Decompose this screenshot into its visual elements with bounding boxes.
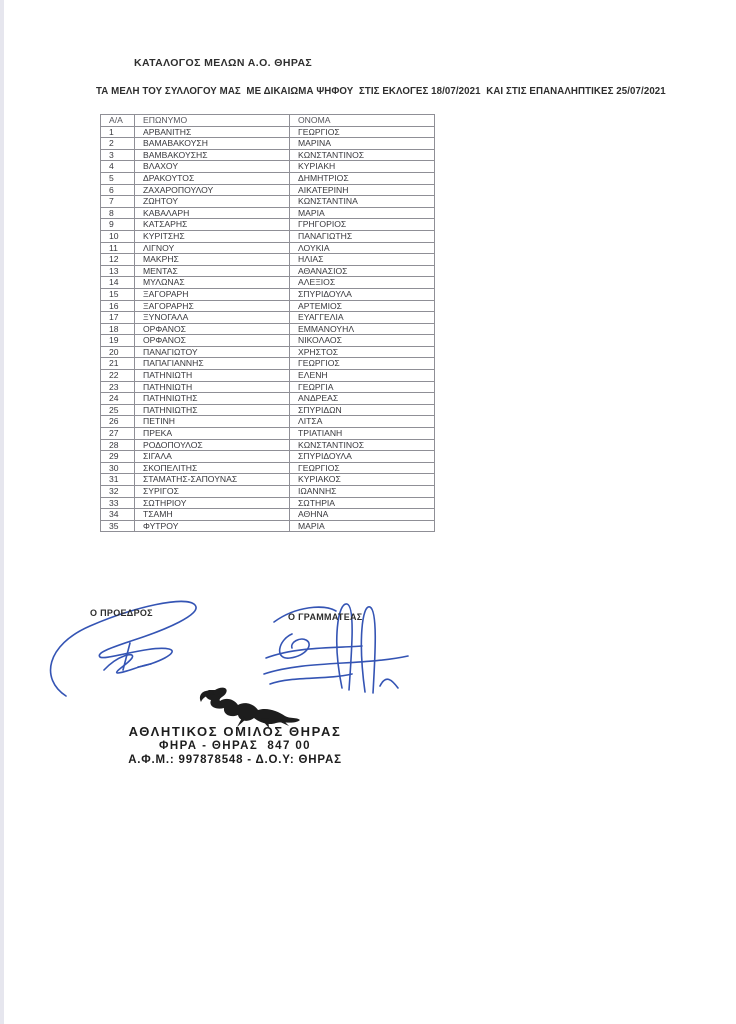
member-index: 22 <box>101 370 135 382</box>
member-index: 29 <box>101 451 135 463</box>
page-subtitle: ΤΑ ΜΕΛΗ ΤΟΥ ΣΥΛΛΟΓΟΥ ΜΑΣ ΜΕ ΔΙΚΑΙΩΜΑ ΨΗΦΟΥ ΣΤΙΣ ΕΚΛΟΓΕΣ 18/07/2021 ΚΑΙ ΣΤΙΣ ΕΠΑΝΑΛΗΠΤΙΚΕΣ 25/07/2021 <box>96 86 666 97</box>
table-row <box>101 288 435 300</box>
member-surname: ΣΤΑΜΑΤΗΣ-ΣΑΠΟΥΝΑΣ <box>135 474 290 486</box>
table-row <box>101 335 435 347</box>
member-surname: ΔΡΑΚΟΥΤΟΣ <box>135 172 290 184</box>
stamp-club-name: ΑΘΛΗΤΙΚΟΣ ΟΜΙΛΟΣ ΘΗΡΑΣ <box>128 724 342 739</box>
member-surname: ΜΕΝΤΑΣ <box>135 265 290 277</box>
scan-edge-artifact <box>0 0 4 1024</box>
member-firstname: ΣΠΥΡΙΔΟΥΛΑ <box>290 288 435 300</box>
table-row <box>101 172 435 184</box>
member-firstname: ΙΩΑΝΝΗΣ <box>290 486 435 498</box>
member-surname: ΠΑΠΑΓΙΑΝΝΗΣ <box>135 358 290 370</box>
member-surname: ΖΩΗΤΟΥ <box>135 196 290 208</box>
member-firstname: ΜΑΡΙΑ <box>290 207 435 219</box>
member-index: 11 <box>101 242 135 254</box>
member-firstname: ΓΡΗΓΟΡΙΟΣ <box>290 219 435 231</box>
member-firstname: ΑΛΕΞΙΟΣ <box>290 277 435 289</box>
member-firstname: ΛΟΥΚΙΑ <box>290 242 435 254</box>
table-row <box>101 161 435 173</box>
table-row <box>101 497 435 509</box>
member-firstname: ΑΙΚΑΤΕΡΙΝΗ <box>290 184 435 196</box>
member-index: 28 <box>101 439 135 451</box>
member-index: 19 <box>101 335 135 347</box>
member-index: 7 <box>101 196 135 208</box>
member-index: 14 <box>101 277 135 289</box>
member-surname: ΣΚΟΠΕΛΙΤΗΣ <box>135 462 290 474</box>
table-row <box>101 196 435 208</box>
member-firstname: ΣΩΤΗΡΙΑ <box>290 497 435 509</box>
member-firstname: ΝΙΚΟΛΑΟΣ <box>290 335 435 347</box>
table-row <box>101 149 435 161</box>
member-surname: ΡΟΔΟΠΟΥΛΟΣ <box>135 439 290 451</box>
member-index: 2 <box>101 138 135 150</box>
column-header-firstname: ΟΝΟΜΑ <box>290 115 435 127</box>
table-row <box>101 439 435 451</box>
member-surname: ΠΕΤΙΝΗ <box>135 416 290 428</box>
member-index: 23 <box>101 381 135 393</box>
club-stamp <box>85 724 385 767</box>
table-row <box>101 404 435 416</box>
member-surname: ΞΥΝΟΓΑΛΑ <box>135 312 290 324</box>
member-firstname: ΓΕΩΡΓΙΑ <box>290 381 435 393</box>
member-firstname: ΑΘΗΝΑ <box>290 509 435 521</box>
table-row <box>101 393 435 405</box>
table-row <box>101 184 435 196</box>
table-row <box>101 242 435 254</box>
stamp-tax-info: Α.Φ.Μ.: 997878548 - Δ.Ο.Υ: ΘΗΡΑΣ <box>128 754 342 766</box>
member-firstname: ΕΥΑΓΓΕΛΙΑ <box>290 312 435 324</box>
member-firstname: ΚΥΡΙΑΚΗ <box>290 161 435 173</box>
member-firstname: ΣΠΥΡΙΔΟΥΛΑ <box>290 451 435 463</box>
member-firstname: ΓΕΩΡΓΙΟΣ <box>290 126 435 138</box>
member-firstname: ΑΝΔΡΕΑΣ <box>290 393 435 405</box>
member-surname: ΟΡΦΑΝΟΣ <box>135 323 290 335</box>
member-firstname: ΚΩΝΣΤΑΝΤΙΝΟΣ <box>290 439 435 451</box>
table-row <box>101 358 435 370</box>
member-surname: ΚΥΡΙΤΣΗΣ <box>135 230 290 242</box>
member-firstname: ΚΥΡΙΑΚΟΣ <box>290 474 435 486</box>
table-row <box>101 428 435 440</box>
table-row <box>101 312 435 324</box>
member-index: 31 <box>101 474 135 486</box>
member-surname: ΦΥΤΡΟΥ <box>135 520 290 532</box>
member-index: 27 <box>101 428 135 440</box>
stamp-address: ΦΗΡΑ - ΘΗΡΑΣ 847 00 <box>159 740 311 752</box>
member-surname: ΠΑΤΗΝΙΩΤΗ <box>135 370 290 382</box>
member-index: 20 <box>101 346 135 358</box>
member-firstname: ΚΩΝΣΤΑΝΤΙΝΟΣ <box>290 149 435 161</box>
member-index: 30 <box>101 462 135 474</box>
member-index: 16 <box>101 300 135 312</box>
member-index: 8 <box>101 207 135 219</box>
member-index: 4 <box>101 161 135 173</box>
member-surname: ΠΡΕΚΑ <box>135 428 290 440</box>
member-index: 3 <box>101 149 135 161</box>
table-row <box>101 509 435 521</box>
table-row <box>101 254 435 266</box>
table-row <box>101 230 435 242</box>
member-surname: ΠΑΤΗΝΙΩΤΗΣ <box>135 404 290 416</box>
table-row <box>101 207 435 219</box>
table-row <box>101 300 435 312</box>
member-surname: ΠΑΝΑΓΙΩΤΟΥ <box>135 346 290 358</box>
table-row <box>101 265 435 277</box>
member-surname: ΛΙΓΝΟΥ <box>135 242 290 254</box>
member-firstname: ΧΡΗΣΤΟΣ <box>290 346 435 358</box>
table-row <box>101 451 435 463</box>
member-firstname: ΕΜΜΑΝΟΥΗΛ <box>290 323 435 335</box>
table-row <box>101 370 435 382</box>
member-surname: ΣΙΓΑΛΑ <box>135 451 290 463</box>
secretary-label: Ο ΓΡΑΜΜΑΤΕΑΣ <box>288 612 363 622</box>
member-index: 24 <box>101 393 135 405</box>
table-row <box>101 381 435 393</box>
member-surname: ΤΣΑΜΗ <box>135 509 290 521</box>
member-surname: ΠΑΤΗΝΙΩΤΗ <box>135 381 290 393</box>
member-firstname: ΗΛΙΑΣ <box>290 254 435 266</box>
member-index: 32 <box>101 486 135 498</box>
member-surname: ΞΑΓΟΡΑΡΗΣ <box>135 300 290 312</box>
member-surname: ΜΑΚΡΗΣ <box>135 254 290 266</box>
member-surname: ΒΛΑΧΟΥ <box>135 161 290 173</box>
member-firstname: ΚΩΝΣΤΑΝΤΙΝΑ <box>290 196 435 208</box>
table-row <box>101 323 435 335</box>
member-index: 21 <box>101 358 135 370</box>
member-index: 35 <box>101 520 135 532</box>
president-label: Ο ΠΡΟΕΔΡΟΣ <box>90 608 153 618</box>
member-surname: ΚΑΒΑΛΑΡΗ <box>135 207 290 219</box>
member-firstname: ΕΛΕΝΗ <box>290 370 435 382</box>
member-surname: ΟΡΦΑΝΟΣ <box>135 335 290 347</box>
table-row <box>101 462 435 474</box>
member-index: 12 <box>101 254 135 266</box>
member-index: 1 <box>101 126 135 138</box>
member-firstname: ΑΡΤΕΜΙΟΣ <box>290 300 435 312</box>
page-title: ΚΑΤΑΛΟΓΟΣ ΜΕΛΩΝ Α.Ο. ΘΗΡΑΣ <box>134 57 313 69</box>
member-surname: ΜΥΛΩΝΑΣ <box>135 277 290 289</box>
member-firstname: ΓΕΩΡΓΙΟΣ <box>290 358 435 370</box>
member-firstname: ΤΡΙΑΤΙΑΝΗ <box>290 428 435 440</box>
column-header-index: Α/Α <box>101 115 135 127</box>
member-surname: ΞΑΓΟΡΑΡΗ <box>135 288 290 300</box>
member-firstname: ΛΙΤΣΑ <box>290 416 435 428</box>
member-index: 15 <box>101 288 135 300</box>
column-header-surname: ΕΠΩΝΥΜΟ <box>135 115 290 127</box>
member-index: 17 <box>101 312 135 324</box>
member-surname: ΒΑΜΑΒΑΚΟΥΣΗ <box>135 138 290 150</box>
member-firstname: ΓΕΩΡΓΙΟΣ <box>290 462 435 474</box>
table-row <box>101 219 435 231</box>
member-index: 6 <box>101 184 135 196</box>
member-firstname: ΜΑΡΙΝΑ <box>290 138 435 150</box>
table-row <box>101 416 435 428</box>
member-surname: ΣΩΤΗΡΙΟΥ <box>135 497 290 509</box>
member-index: 33 <box>101 497 135 509</box>
member-index: 25 <box>101 404 135 416</box>
member-table-body <box>101 126 435 532</box>
table-row <box>101 520 435 532</box>
table-row <box>101 486 435 498</box>
member-firstname: ΔΗΜΗΤΡΙΟΣ <box>290 172 435 184</box>
member-firstname: ΜΑΡΙΑ <box>290 520 435 532</box>
members-table <box>100 114 435 532</box>
member-surname: ΑΡΒΑΝΙΤΗΣ <box>135 126 290 138</box>
member-index: 26 <box>101 416 135 428</box>
member-firstname: ΣΠΥΡΙΔΩΝ <box>290 404 435 416</box>
member-index: 18 <box>101 323 135 335</box>
member-surname: ΣΥΡΙΓΟΣ <box>135 486 290 498</box>
member-firstname: ΑΘΑΝΑΣΙΟΣ <box>290 265 435 277</box>
member-index: 13 <box>101 265 135 277</box>
member-index: 5 <box>101 172 135 184</box>
member-index: 34 <box>101 509 135 521</box>
member-index: 9 <box>101 219 135 231</box>
member-surname: ΚΑΤΣΑΡΗΣ <box>135 219 290 231</box>
member-surname: ΠΑΤΗΝΙΩΤΗΣ <box>135 393 290 405</box>
table-row <box>101 138 435 150</box>
table-row <box>101 346 435 358</box>
member-surname: ΒΑΜΒΑΚΟΥΣΗΣ <box>135 149 290 161</box>
table-header-row <box>101 115 435 127</box>
table-row <box>101 474 435 486</box>
table-row <box>101 126 435 138</box>
member-firstname: ΠΑΝΑΓΙΩΤΗΣ <box>290 230 435 242</box>
table-row <box>101 277 435 289</box>
member-index: 10 <box>101 230 135 242</box>
member-surname: ΖΑΧΑΡΟΠΟΥΛΟΥ <box>135 184 290 196</box>
